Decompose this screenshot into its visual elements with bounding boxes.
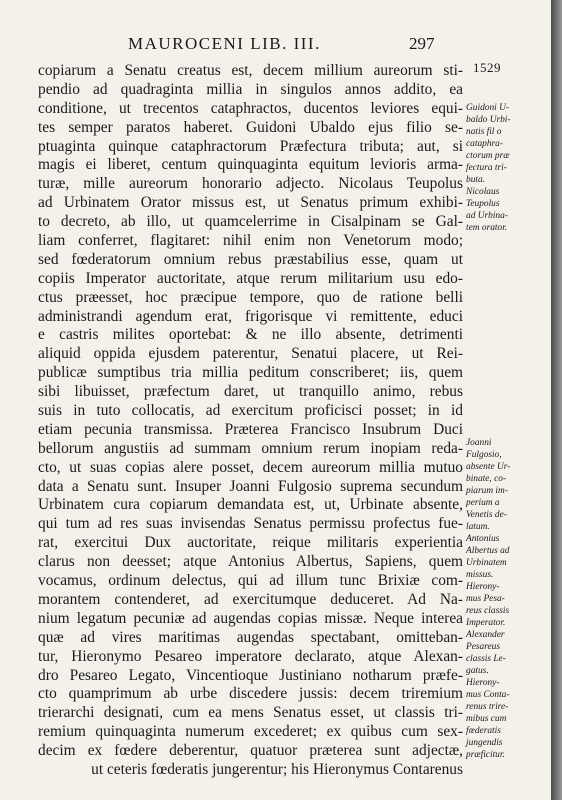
text-line: vocamus, ordinum delectus, qui ad illum tunc Brixiæ com- [38, 572, 463, 590]
text-line: liam conferret, flagitaret: nihil enim non Venetorum modo; [38, 232, 463, 250]
margin-note-line: Alexander [466, 630, 505, 640]
margin-note-line: fœderatis [466, 726, 501, 736]
text-line: morantem contenderet, ad exercitumque deduceret. Ad Na- [38, 590, 463, 608]
margin-note-line: Guidoni U- [466, 103, 509, 113]
text-line: to decreto, ab illo, ut quamcelerrime in Cisalpinam se Gal- [38, 213, 463, 231]
text-line: tur, Hieronymo Pesareo imperatore declarato, atque Alexan- [38, 647, 463, 665]
text-line: ut ceteris fœderatis jungerentur; his Hieronymus Contarenus [91, 760, 463, 778]
margin-note-line: Hierony- [466, 678, 500, 688]
margin-note-line: natis fil o [466, 127, 502, 137]
margin-note-line: latum. [466, 522, 490, 532]
margin-note-line: mus Pesa- [466, 594, 505, 604]
text-line: ctus præesset, hoc præcipue tempore, quo de ratione belli [38, 288, 463, 306]
margin-note-line: piarum im- [466, 486, 508, 496]
margin-note-line: Pesareus [466, 642, 501, 652]
margin-note-joanni [466, 437, 546, 761]
margin-note-line: Fulgosio, [466, 450, 502, 460]
margin-note-line: Urbinatem [466, 558, 507, 568]
margin-note-line: Teupolus [466, 199, 500, 209]
margin-note-line: præficitur. [466, 750, 505, 760]
margin-note-line: Albertus ad [466, 546, 510, 556]
text-line: nium legatum pecuniæ ad augendas copias missæ. Neque interea [38, 609, 463, 627]
text-line: remium quinquaginta numerum excederet; ex quibus cum sex- [38, 723, 463, 741]
text-line: sed fœderatorum omnium rebus præstabilius esse, quam ut [38, 250, 463, 268]
page-number: 297 [409, 34, 435, 53]
text-line: copiarum a Senatu creatus est, decem millium aureorum sti- [38, 62, 463, 79]
text-line: tes semper paratos haberet. Guidoni Ubaldo ejus filio se- [38, 118, 463, 136]
body-text [38, 62, 463, 780]
page-gutter-shadow [551, 0, 562, 800]
text-line: bellorum angustiis ad summam omnium rerum inopiam reda- [38, 439, 463, 457]
text-line: copiis Imperator auctoritate, atque rerum militarium usu edo- [38, 269, 463, 287]
text-line: suis in tuto collocatis, ad exercitum proficisci posset; in id [38, 402, 463, 420]
margin-note-line: tem orator. [466, 223, 508, 233]
text-line: clarus non deesset; atque Antonius Albertus, Sapiens, quem [38, 553, 463, 571]
margin-note-line: reus classis [466, 606, 510, 616]
text-line: magis ei liberet, centum quinquaginta equitum levioris arma- [38, 156, 463, 174]
margin-note-line: Hierony- [466, 582, 500, 592]
margin-note-line: binate, co- [466, 474, 507, 484]
margin-note-line: Antonius [466, 534, 500, 544]
text-line: etiam pecunia transmissa. Præterea Francisco Insubrum Duci [38, 420, 463, 438]
margin-note-line: gatus. [466, 666, 489, 676]
margin-note-line: fectura tri- [466, 163, 507, 173]
text-line: conditione, ut trecentos cataphractos, ducentos leviores equi- [38, 99, 463, 117]
margin-note-guidoni [466, 102, 546, 234]
margin-note-line: baldo Urbi- [466, 115, 511, 125]
text-line: dro Pesareo Legato, Vincentioque Justiniano notharum præfe- [38, 666, 463, 684]
text-line: e castris milites oportebat: & ne illo absente, detrimenti [38, 326, 463, 344]
text-line: trierarchi designati, cum ea mens Senatus esset, ut classis tri- [38, 704, 463, 722]
margin-note-line: ctorum præ [466, 151, 510, 161]
text-line: ptuaginta quinque cataphractorum Præfectura tributa; aut, si [38, 137, 463, 155]
margin-note-line: Imperator. [466, 618, 506, 628]
margin-note-line: Venetis de- [466, 510, 507, 520]
margin-note-line: Joanni [466, 438, 492, 448]
text-line: publicæ sumptibus tria millia peditum conscriberet; iis, quem [38, 364, 463, 382]
text-line: sibi libuisset, præfectum daret, ut tranquillo animo, rebus [38, 383, 463, 401]
margin-note-line: missus. [466, 570, 494, 580]
text-line: cto quamprimum ab urbe discedere jussis: decem triremium [38, 685, 463, 703]
text-line: administrandi agendum erat, frigorisque vi remittente, educi [38, 307, 463, 325]
text-line: Urbinatem cura copiarum demandata est, ut, Urbinate absente, [38, 496, 463, 514]
margin-note-line: absente Ur- [466, 462, 511, 472]
margin-note-line: cataphra- [466, 139, 503, 149]
text-line: cto, ut suas copias alere posset, decem aureorum millia mutuo [38, 458, 463, 476]
margin-note-line: jungendis [466, 738, 503, 748]
margin-note-line: Nicolaus [466, 187, 500, 197]
year-marginal: 1529 [473, 60, 501, 75]
text-line: pendio ad quadraginta millia in singulos annos addito, ea [38, 80, 463, 98]
margin-note-line: buta. [466, 175, 486, 185]
margin-note-line: ad Urbina- [466, 211, 508, 221]
margin-note-line: mus Conta- [466, 690, 510, 700]
running-head: MAUROCENI LIB. III. [128, 34, 321, 53]
margin-note-line: classis Le- [466, 654, 506, 664]
text-line: data a Senatu sunt. Insuper Joanni Fulgosio suprema secundum [38, 477, 463, 495]
margin-note-line: renus trire- [466, 702, 509, 712]
margin-note-line: perium a [466, 498, 500, 508]
text-line: rat, exercitui Dux auctoritate, reique militaris experientia [38, 534, 463, 552]
text-line: quæ ad vires maritimas augendas spectabant, omitteban- [38, 628, 463, 646]
text-line: turæ, mille aureorum honorario adjecto. Nicolaus Teupolus [38, 175, 463, 193]
text-line: decim ex fœdere deberentur, quatuor præterea sunt adjectæ, [38, 742, 463, 760]
text-line: ad Urbinatem Orator missus est, ut Senatus primum exhibi- [38, 194, 463, 212]
text-line: aliquid oppida ejusdem paterentur, Senatui placere, ut Rei- [38, 345, 463, 363]
margin-note-line: mibus cum [466, 714, 507, 724]
text-line: qui tum ad res suas invisendas Senatus permissu profectus fue- [38, 515, 463, 533]
